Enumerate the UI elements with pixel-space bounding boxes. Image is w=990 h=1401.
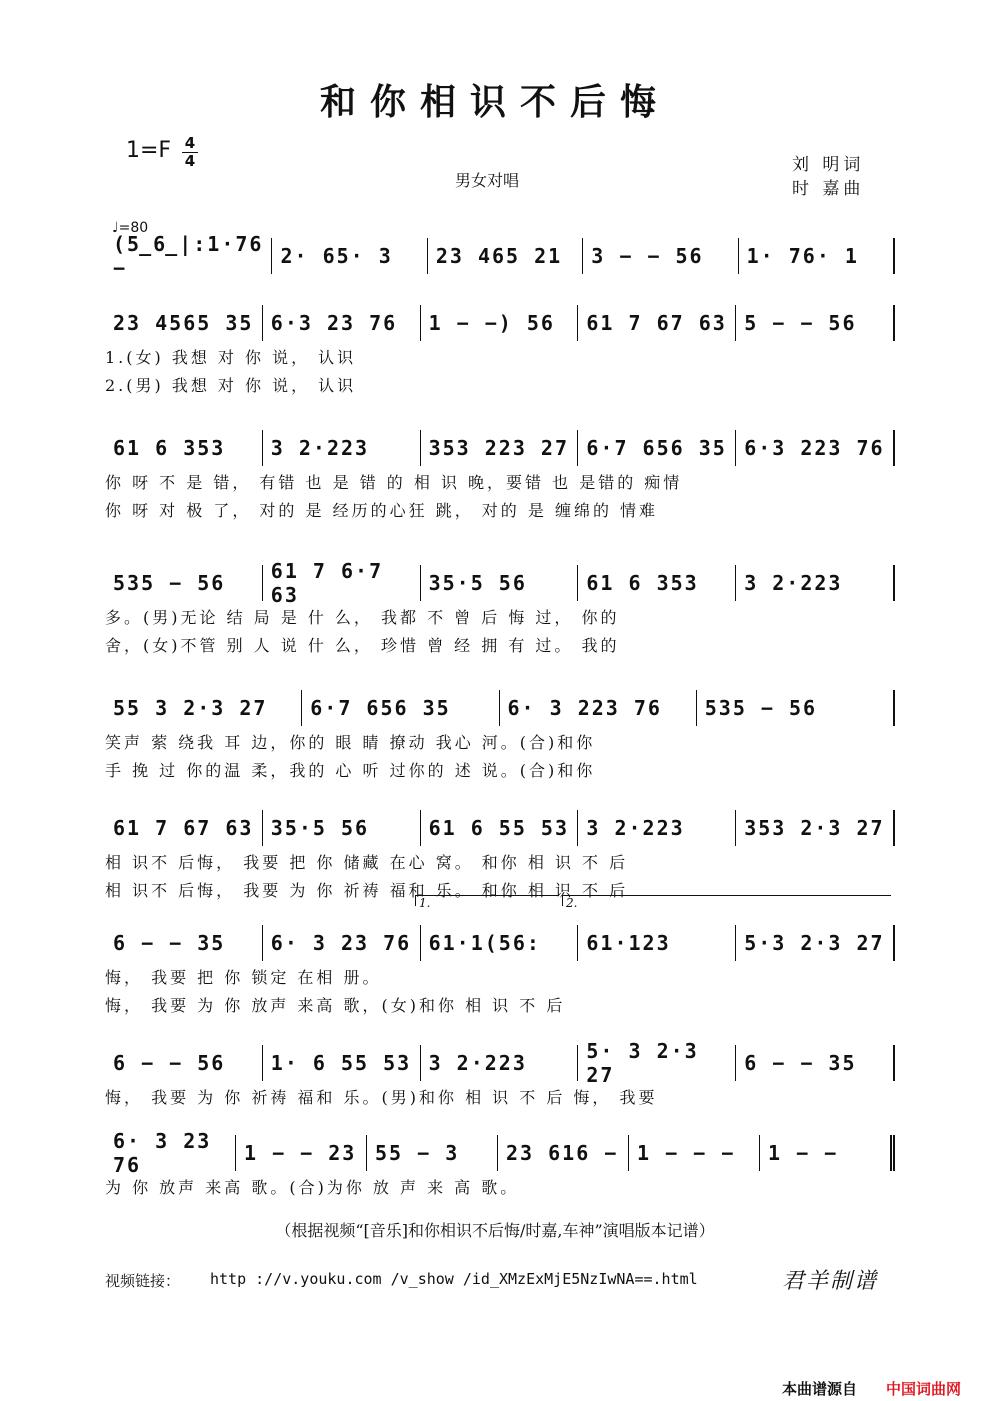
lyric-line-1: 你 呀 不 是 错， 有错 也 是 错 的 相 识 晚，要错 也 是错的 痴情 xyxy=(105,473,683,492)
measure xyxy=(105,810,263,846)
arranger-signature: 君羊制谱 xyxy=(782,1269,879,1294)
measure-notes: 61 7 67 63 xyxy=(113,816,254,840)
measure xyxy=(302,690,499,726)
notes-row xyxy=(105,559,895,607)
time-signature xyxy=(182,136,198,169)
lyric-line-2: 舍，(女)不管 别 人 说 什 么， 珍惜 曾 经 拥 有 过。 我的 xyxy=(105,636,620,655)
performers-label: 男女对唱 xyxy=(455,171,520,190)
measure xyxy=(421,925,579,961)
measure-notes: 1· 6 55 53 xyxy=(270,1051,412,1075)
measure xyxy=(263,1045,421,1081)
measure-notes: 61 6 353 xyxy=(586,571,699,595)
measure-notes: 6·7 656 35 xyxy=(586,436,727,460)
lyric-line-1: 为 你 放声 来高 歌。(合)为你 放 声 来 高 歌。 xyxy=(105,1178,520,1197)
source-site-link[interactable]: 中国词曲网 xyxy=(886,1380,962,1398)
measure xyxy=(105,1129,236,1177)
lyric-line-2: 2.(男) 我想 对 你 说， 认识 xyxy=(105,376,357,395)
lyric-line-1: 悔， 我要 为 你 祈祷 福和 乐。(男)和你 相 识 不 后 悔， 我要 xyxy=(105,1088,658,1107)
measure-notes: 535 − 56 xyxy=(113,571,226,595)
measure-notes: 3 2·223 xyxy=(586,816,685,840)
measure xyxy=(367,1135,498,1171)
measure-notes: 6· 3 23 76 xyxy=(270,931,412,955)
measure-notes: 5· 3 2·3 27 xyxy=(586,1039,699,1087)
notes-row xyxy=(105,305,895,341)
first-ending-bracket: 1. xyxy=(415,895,559,906)
measure-notes: 1 − −) 56 xyxy=(428,311,555,335)
notes-row xyxy=(105,925,895,961)
measure xyxy=(760,1135,895,1171)
measure-notes: 353 223 27 xyxy=(428,436,570,460)
measure-notes: 1 − − xyxy=(768,1141,839,1165)
measure-notes: 1 − − 23 xyxy=(244,1141,357,1165)
measure-notes: 3 2·223 xyxy=(270,436,370,460)
measure-notes: 535 − 56 xyxy=(704,696,818,720)
measure xyxy=(583,238,738,274)
measure xyxy=(421,305,579,341)
measure-notes: 6·3 23 76 xyxy=(270,311,398,335)
measure-notes: 55 3 2·3 27 xyxy=(113,696,268,720)
composer-credit: 时 嘉曲 xyxy=(792,179,865,199)
video-link-url[interactable]: http ://v.youku.com /v_show /id_XMzExMjE5NzIwNA==.html xyxy=(210,1270,698,1288)
measure-notes: 6·7 656 35 xyxy=(310,696,451,720)
transcription-note: （根据视频“[音乐]和你相识不后悔/时嘉,车神”演唱版本记谱） xyxy=(275,1221,715,1240)
measure xyxy=(697,690,895,726)
measure xyxy=(105,565,263,601)
measure-notes: 5·3 2·3 27 xyxy=(744,931,885,955)
measure-notes: 3 − − 56 xyxy=(591,244,704,268)
lyric-line-2: 悔， 我要 为 你 放声 来高 歌，(女)和你 相 识 不 后 xyxy=(105,996,566,1015)
measure-notes: 6 − − 56 xyxy=(113,1051,226,1075)
measure xyxy=(272,238,427,274)
measure xyxy=(105,690,302,726)
measure xyxy=(105,925,263,961)
measure-notes: 55 − 3 xyxy=(375,1141,460,1165)
measure xyxy=(421,1045,579,1081)
measure-notes: 61 6 55 53 xyxy=(428,816,570,840)
lyric-line-2: 手 挽 过 你的温 柔，我的 心 听 过你的 述 说。(合)和你 xyxy=(105,761,596,780)
notes-row xyxy=(105,1129,895,1177)
tempo-marking: ♩=80 xyxy=(112,220,149,236)
measure-notes: 6 − − 35 xyxy=(113,931,226,955)
time-signature-top: 4 xyxy=(184,134,196,152)
measure xyxy=(629,1135,760,1171)
measure-notes: 23 616 − xyxy=(506,1141,619,1165)
notes-row xyxy=(105,690,895,726)
key-signature: 1=F xyxy=(126,138,172,163)
measure xyxy=(105,1045,263,1081)
measure-notes: 23 4565 35 xyxy=(113,311,254,335)
measure xyxy=(736,925,895,961)
measure-notes: 61 7 67 63 xyxy=(586,311,727,335)
page-title: 和你相识不后悔 xyxy=(319,81,670,123)
measure-notes: (5̲6̲|:1·76 − xyxy=(113,232,264,280)
lyric-line-2: 相 识不 后悔， 我要 为 你 祈祷 福和 乐。 和你 相 识 不 后 xyxy=(105,881,629,900)
measure xyxy=(263,925,421,961)
notes-row xyxy=(105,430,895,466)
measure-notes: 1 − − − xyxy=(637,1141,736,1165)
measure xyxy=(105,232,272,280)
notes-row xyxy=(105,1039,895,1087)
lyric-line-2: 你 呀 对 极 了， 对的 是 经历的心狂 跳， 对的 是 缠绵的 情难 xyxy=(105,501,659,520)
measure-notes: 3 2·223 xyxy=(428,1051,527,1075)
measure-notes: 5 − − 56 xyxy=(744,311,857,335)
time-signature-bottom: 4 xyxy=(184,152,196,170)
measure-notes: 35·5 56 xyxy=(270,816,370,840)
measure xyxy=(236,1135,367,1171)
measure xyxy=(578,430,736,466)
measure xyxy=(736,305,895,341)
lyric-line-1: 相 识不 后悔， 我要 把 你 储藏 在心 窝。 和你 相 识 不 后 xyxy=(105,853,629,872)
measure xyxy=(736,430,895,466)
measure xyxy=(421,810,579,846)
measure xyxy=(428,238,583,274)
video-link-label: 视频链接： xyxy=(105,1272,181,1290)
source-label: 本曲谱源自 xyxy=(782,1380,858,1398)
measure xyxy=(105,305,263,341)
measure xyxy=(263,559,421,607)
measure-notes: 6·3 223 76 xyxy=(744,436,885,460)
measure xyxy=(736,565,895,601)
measure xyxy=(578,810,736,846)
measure xyxy=(421,565,579,601)
notes-row xyxy=(105,232,895,280)
second-ending-bracket: 2. xyxy=(562,895,891,906)
measure xyxy=(578,565,736,601)
measure-notes: 35·5 56 xyxy=(428,571,527,595)
measure-notes: 6· 3 223 76 xyxy=(507,696,662,720)
measure xyxy=(105,430,263,466)
measure xyxy=(498,1135,629,1171)
measure xyxy=(263,305,421,341)
measure-notes: 61·1(56: xyxy=(428,931,541,955)
lyric-line-1: 1.(女) 我想 对 你 说， 认识 xyxy=(105,348,357,367)
measure xyxy=(578,1039,736,1087)
measure-notes: 1· 76· 1 xyxy=(746,244,859,268)
measure-notes: 2· 65· 3 xyxy=(280,244,393,268)
measure-notes: 3 2·223 xyxy=(744,571,843,595)
measure-notes: 6 − − 35 xyxy=(744,1051,857,1075)
measure xyxy=(263,810,421,846)
lyric-line-1: 多。(男)无论 结 局 是 什 么， 我都 不 曾 后 悔 过， 你的 xyxy=(105,608,620,627)
measure xyxy=(739,238,895,274)
measure xyxy=(578,305,736,341)
lyric-line-1: 笑声 萦 绕我 耳 边，你的 眼 睛 撩动 我心 河。(合)和你 xyxy=(105,733,596,752)
measure-notes: 61 7 6·7 63 xyxy=(270,559,384,607)
lyricist-credit: 刘 明词 xyxy=(792,155,865,175)
measure xyxy=(578,925,736,961)
measure xyxy=(421,430,579,466)
measure-notes: 6· 3 23 76 xyxy=(113,1129,212,1177)
measure xyxy=(263,430,421,466)
notes-row xyxy=(105,810,895,846)
measure-notes: 23 465 21 xyxy=(435,244,563,268)
measure-notes: 61·123 xyxy=(586,931,671,955)
measure xyxy=(736,1045,895,1081)
lyric-line-1: 悔， 我要 把 你 锁定 在相 册。 xyxy=(105,968,382,987)
measure-notes: 353 2·3 27 xyxy=(744,816,885,840)
measure xyxy=(500,690,697,726)
measure xyxy=(736,810,895,846)
measure-notes: 61 6 353 xyxy=(113,436,226,460)
